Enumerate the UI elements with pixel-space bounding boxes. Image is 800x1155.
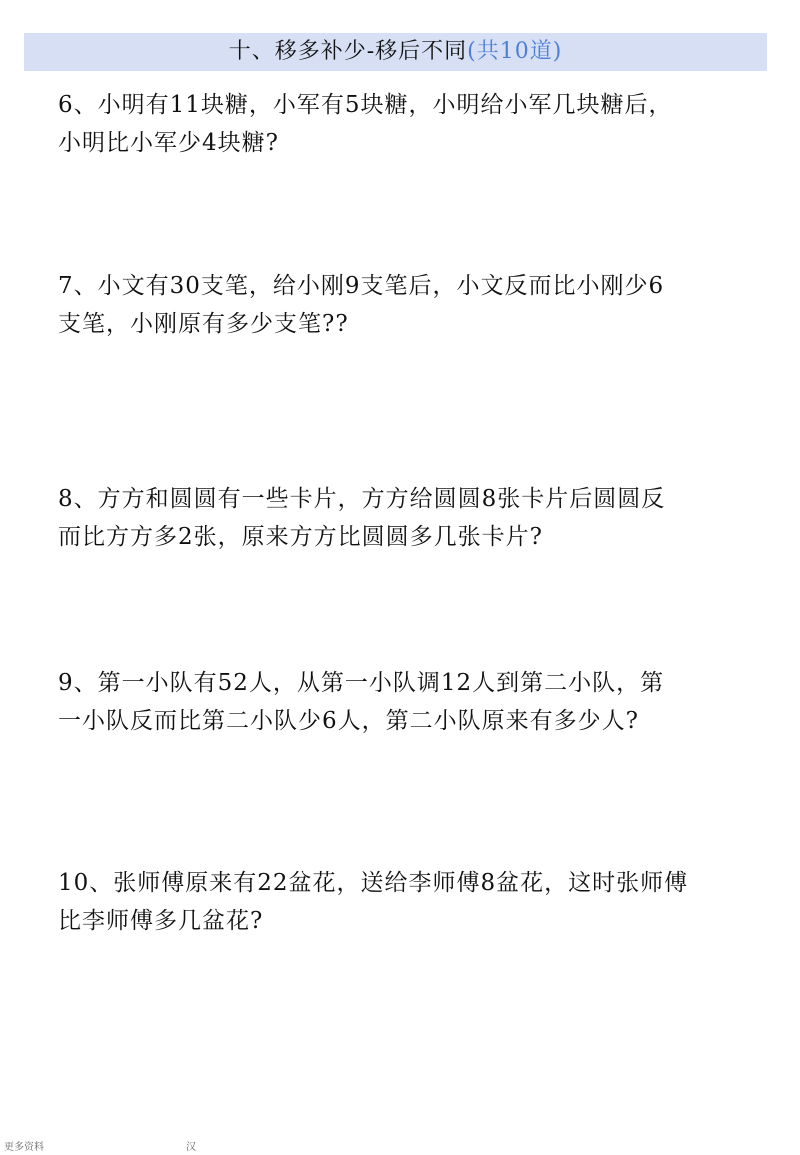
question-line: 小明比小军少4块糖? <box>58 130 279 156</box>
section-title-bar <box>24 33 767 71</box>
question-9 <box>58 664 758 740</box>
question-8 <box>58 480 758 556</box>
footer-mark: 汉 <box>186 1142 196 1153</box>
question-7 <box>58 267 758 343</box>
question-line: 一小队反而比第二小队少6人，第二小队原来有多少人? <box>58 708 639 734</box>
footer-more-resources[interactable]: 更多资料 <box>4 1142 44 1153</box>
question-count: (共10道) <box>467 39 563 64</box>
question-line: 而比方方多2张，原来方方比圆圆多几张卡片? <box>58 524 543 550</box>
question-line: 10、张师傅原来有22盆花，送给李师傅8盆花，这时张师傅 <box>58 870 689 896</box>
question-line: 支笔，小刚原有多少支笔?? <box>58 311 349 337</box>
question-line: 比李师傅多几盆花? <box>58 908 264 934</box>
question-line: 8、方方和圆圆有一些卡片，方方给圆圆8张卡片后圆圆反 <box>58 486 666 512</box>
question-line: 9、第一小队有52人，从第一小队调12人到第二小队，第 <box>58 670 665 696</box>
question-line: 6、小明有11块糖，小军有5块糖，小明给小军几块糖后， <box>58 92 673 118</box>
question-10 <box>58 864 758 940</box>
question-6 <box>58 86 758 162</box>
question-line: 7、小文有30支笔，给小刚9支笔后，小文反而比小刚少6 <box>58 273 665 299</box>
section-title: 十、移多补少-移后不同 <box>228 39 468 64</box>
